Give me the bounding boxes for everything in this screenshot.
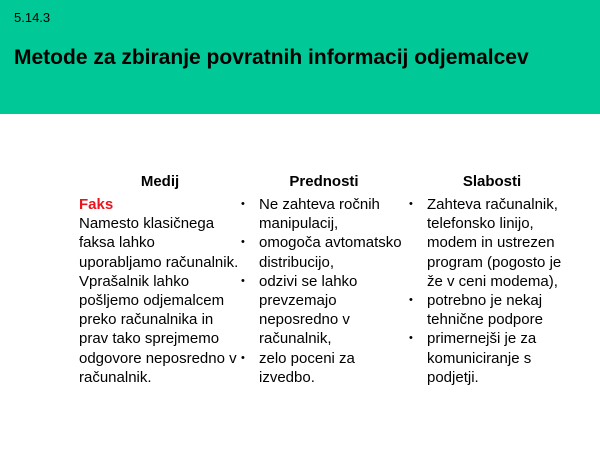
list-item: • Ne zahteva ročnih manipulacij, [239, 195, 409, 233]
slide-title: Metode za zbiranje povratnih informacij odjemalcev [14, 46, 529, 69]
disadvantages-column [407, 172, 577, 387]
medium-name: Faks [79, 196, 114, 213]
advantages-column [239, 172, 409, 387]
header-disadvantages: Slabosti [462, 173, 522, 190]
list-item: • odzivi se lahko prevzemajo neposredno v računalnik, [239, 272, 409, 349]
list-item: • Zahteva računalnik, telefonsko linijo, modem in ustrezen program (pogosto je že v ceni modema), [407, 195, 577, 291]
list-item: • potrebno je nekaj tehnične podpore [407, 291, 577, 329]
section-number: 5.14.3 [14, 10, 51, 25]
header-advantages: Prednosti [289, 173, 359, 190]
list-item: • zelo poceni za izvedbo. [239, 349, 409, 387]
medium-description: Namesto klasičnega faksa lahko uporabljamo računalnik. Vprašalnik lahko pošljemo odjemalcem preko računalnika in prav tako sprejmemo odgovore neposredno v računalnik. [79, 215, 239, 386]
list-item: • omogoča avtomatsko distribucijo, [239, 233, 409, 271]
advantages-list [239, 195, 409, 387]
disadvantages-list [407, 195, 577, 387]
medium-column [79, 172, 241, 387]
header-medium: Medij [140, 173, 180, 190]
list-item: • primernejši je za komuniciranje s podjetji. [407, 329, 577, 387]
